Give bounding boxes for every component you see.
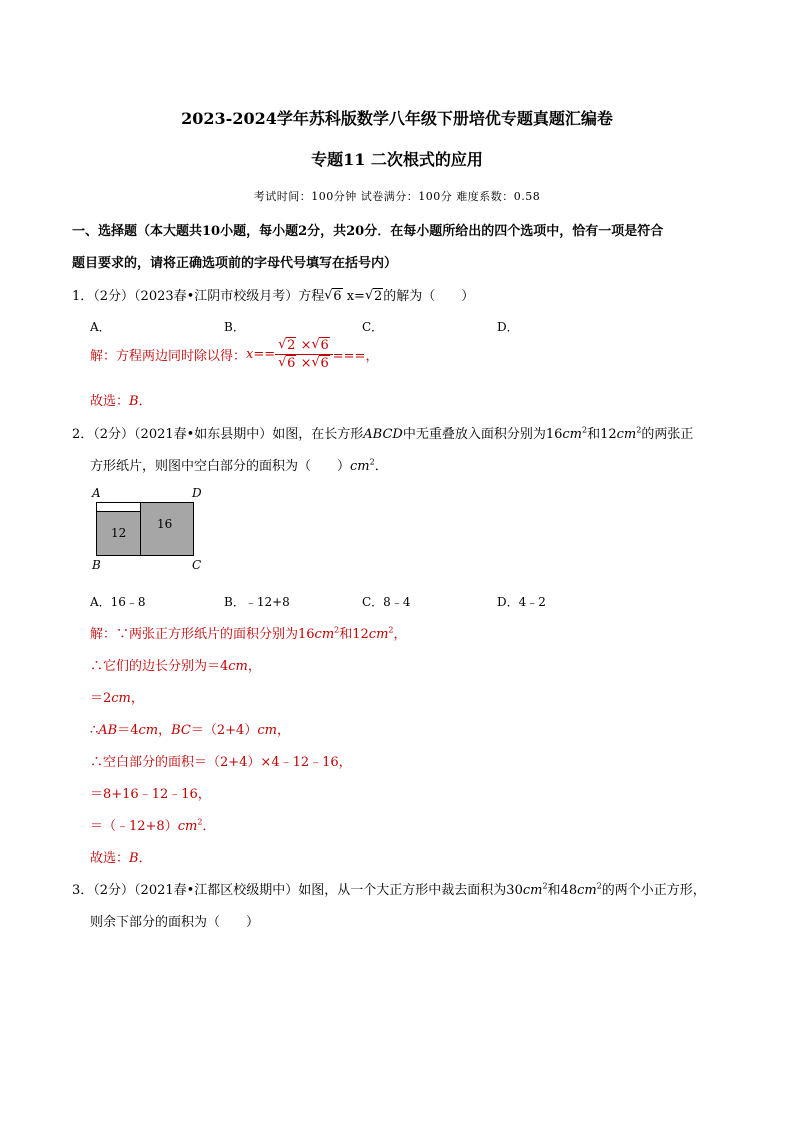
q2-option-d: D．4﹣2 bbox=[497, 595, 546, 609]
question-3-line1: 3．（2分）（2021春•江都区校级期中）如图，从一个大正方形中裁去面积为$30cm^2$和$48cm^2$的两个小正方形， bbox=[72, 881, 706, 898]
q1-solution: 解：方程两边同时除以得：x== √ 2 × √ 6 √ 6 × √ 6 ===， bbox=[90, 337, 379, 371]
q2-figure bbox=[90, 486, 210, 576]
q2-option-a: A．16﹣8 bbox=[90, 595, 146, 609]
q2-solution-line2: ∴它们的边长分别为＝4cm， bbox=[90, 659, 261, 674]
vertex-label-c: C bbox=[192, 558, 202, 572]
document-title: 2023-2024学年苏科版数学八年级下册培优专题真题汇编卷 bbox=[181, 109, 613, 128]
vertex-label-d: D bbox=[192, 486, 202, 500]
section-heading-line1: 一、选择题（本大题共10小题，每小题2分，共20分．在每小题所给出的四个选项中，恰有一项是符合 bbox=[72, 224, 664, 239]
question-2-line1: 2．（2分）（2021春•如东县期中）如图，在长方形ABCD中无重叠放入面积分别为$16cm^2$和$12cm^2$的两张正 bbox=[72, 425, 694, 442]
q2-solution-line5: ∴空白部分的面积＝（2+4）×4﹣12﹣16， bbox=[90, 755, 352, 770]
q1-option-a: A． bbox=[90, 320, 111, 334]
q1-answer: 故选：B． bbox=[90, 394, 152, 409]
question-1: 1．（2分）（2023春•江阴市校级月考）方程 √ 6 x= √ 2的解为（ ） bbox=[72, 288, 475, 304]
q2-solution-line7: $=(﹣12+8)cm^2$． bbox=[90, 817, 216, 834]
q2-solution-line3: ＝2cm， bbox=[90, 691, 144, 706]
question-3-line2: 则余下部分的面积为（ ） bbox=[90, 915, 260, 930]
square-12: 12 bbox=[96, 511, 141, 556]
q2-solution-line4: ∴AB＝4cm，BC＝（2+4）cm， bbox=[90, 723, 290, 738]
q1-option-c: C． bbox=[362, 320, 384, 334]
exam-meta: 考试时间：100分钟 试卷满分：100分 难度系数：0.58 bbox=[253, 190, 541, 203]
square-16: 16 bbox=[140, 502, 194, 556]
q1-prefix: 1．（2分）（2023春•江阴市校级月考）方程 bbox=[72, 289, 325, 304]
q2-option-b: B．﹣12+8 bbox=[224, 595, 290, 609]
section-heading-line2: 题目要求的，请将正确选项前的字母代号填写在括号内） bbox=[72, 256, 398, 271]
question-2-line2: 方形纸片，则图中空白部分的面积为（ ）$cm^2$． bbox=[90, 457, 388, 474]
q2-option-c: C．8﹣4 bbox=[362, 595, 411, 609]
q2-answer: 故选：B． bbox=[90, 851, 152, 866]
q1-option-b: B． bbox=[224, 320, 245, 334]
q2-solution-line6: ＝8+16﹣12﹣16， bbox=[90, 787, 211, 802]
vertex-label-a: A bbox=[92, 486, 101, 500]
sqrt-6: √ 6 bbox=[324, 288, 342, 304]
sqrt-2: √ 2 bbox=[364, 288, 383, 304]
topic-title: 专题11 二次根式的应用 bbox=[311, 150, 483, 169]
vertex-label-b: B bbox=[92, 558, 101, 572]
q1-fraction: √ 2 × √ 6 √ 6 × √ 6 bbox=[275, 338, 333, 371]
q2-solution-line1: 解：∵两张正方形纸片的面积分别为$16cm^2$和$12cm^2$， bbox=[90, 625, 407, 642]
q1-option-d: D． bbox=[497, 320, 519, 334]
